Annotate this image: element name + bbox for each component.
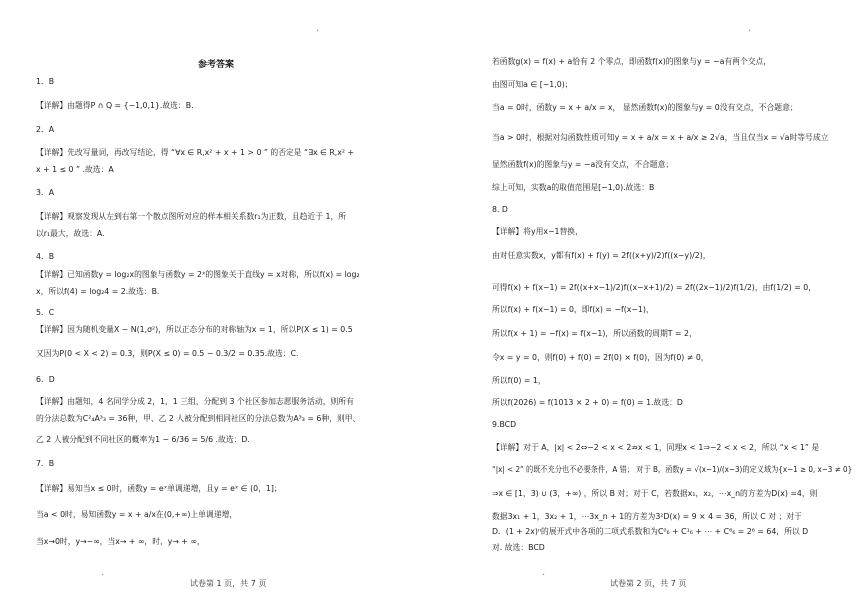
page-footer: 试卷第 2 页，共 7 页 [610, 579, 687, 588]
left-text-line: 当x→0时，y→−∞，当x→ + ∞，时，y→ + ∞， [36, 537, 205, 546]
right-text-line: 【详解】对于 A，|x| < 2⇔−2 < x < 2⇏x < 1，同理x < 1⇒−2 < x < 2，所以 “x < 1” 是 [492, 443, 820, 452]
right-text-line: 所以f(0) = 1， [492, 376, 546, 385]
right-text-line: 【详解】将y用x−1替换， [492, 227, 583, 236]
left-text-line: 【详解】已知函数y = log₂x的图象与函数y = 2ˣ的图象关于直线y = x对称，所以f(x) = log₂ [36, 270, 360, 279]
left-text-line: 乙 2 人被分配到不同社区的概率为1 − 6/36 = 5/6 .故选：D. [36, 435, 250, 444]
left-text-line: 以r₁最大，故选：A. [36, 229, 105, 238]
right-text-line: 显然函数f(x)的图象与y = −a没有交点，不合题意； [492, 160, 674, 169]
right-text-line: 所以f(x) + f(x−1) = 0，即f(x) = −f(x−1)， [492, 305, 654, 314]
left-text-line: 1．B [36, 77, 55, 86]
left-text-line: 又因为P(0 < X < 2) = 0.3，则P(X ≤ 0) = 0.5 − 0.3/2 = 0.35.故选：C. [36, 349, 299, 358]
right-text-line: 当a > 0时，根据对勾函数性质可知y = x + a/x = x + a/x ≥ 2√a，当且仅当x = √a时等号成立 [492, 133, 829, 142]
page-footer: 试卷第 1 页，共 7 页 [190, 579, 267, 588]
left-text-line: 【详解】易知当x ≤ 0时，函数y = eˣ单调递增，且y = eˣ ∈ (0，1]； [36, 484, 282, 493]
left-text-line: 5．C [36, 308, 55, 317]
left-text-line: 【详解】观察发现从左到右第一个散点图所对应的样本相关系数r₁为正数，且趋近于 1，所 [36, 212, 347, 221]
right-text-line: 可得f(x) + f(x−1) = 2f((x+x−1)/2)f((x−x+1)/2) = 2f((2x−1)/2)f(1/2)，由f(1/2) = 0， [492, 283, 817, 292]
right-text-line: 数据3x₁ + 1，3x₂ + 1，⋯3x_n + 1的方差为3²D(x) = 9 × 4 = 36，所以 C 对 ；对于 [492, 512, 802, 521]
left-text-line: 【详解】由题得P ∩ Q = {−1,0,1}.故选：B. [36, 101, 194, 110]
right-text-line: 若函数g(x) = f(x) + a恰有 2 个零点，即函数f(x)的图象与y = −a有两个交点， [492, 57, 772, 66]
right-text-line: 令x = y = 0，则f(0) + f(0) = 2f(0) × f(0)，因为f(0) ≠ 0， [492, 353, 709, 362]
right-text-line: 所以f(x + 1) = −f(x) = f(x−1)，所以函数的周期T = 2， [492, 329, 697, 338]
left-text-line: 6．D [36, 375, 55, 384]
right-text-line: 对. 故选：BCD [492, 543, 545, 552]
left-text-line: x + 1 ≤ 0 ” .故选：A [36, 165, 114, 174]
right-text-line: 所以f(2026) = f(1013 × 2 + 0) = f(0) = 1.故选：D [492, 398, 683, 407]
left-text-line: 4．B [36, 252, 55, 261]
right-text-line: 由图可知a ∈ [−1,0)； [492, 80, 573, 89]
exam-page-2 [430, 0, 860, 608]
left-text-line: 2．A [36, 125, 55, 134]
right-text-line: 综上可知，实数a的取值范围是[−1,0).故选：B [492, 183, 655, 192]
right-text-line: 8. D [492, 205, 508, 214]
page-top-mark: · [316, 26, 320, 37]
footer-mark: · [542, 570, 546, 581]
right-text-line: ⇒x ∈ [1，3) ∪ (3，+∞) ，所以 B 对；对于 C，若数据x₁，x₂，⋯x_n的方差为D(x) =4，则 [492, 489, 818, 498]
footer-mark: · [101, 570, 105, 581]
left-text-line: 的分法总数为C²₄A³₃ = 36种，甲、乙 2 人被分配到相同社区的分法总数为A³₃ = 6种，则甲、 [36, 414, 361, 423]
right-text-line: 9.BCD [492, 420, 517, 429]
left-text-line: 【详解】由题知，4 名同学分成 2，1，1 三组，分配到 3 个社区参加志愿服务活动，则所有 [36, 397, 354, 406]
right-text-line: “|x| < 2” 的既不充分也不必要条件，A 错； 对于 B，函数y = √(x−1)/(x−3)的定义域为{x−1 ≥ 0, x−3 ≠ 0} [492, 465, 853, 474]
page-top-mark: · [748, 26, 752, 37]
left-text-line: 3．A [36, 188, 55, 197]
right-text-line: 当a = 0时，函数y = x + a/x = x， 显然函数f(x)的图象与y = 0没有交点，不合题意； [492, 103, 798, 112]
left-text-line: x，所以f(4) = log₂4 = 2.故选：B. [36, 287, 160, 296]
left-text-line: 7．B [36, 459, 55, 468]
left-text-line: 【详解】先改写量词，再改写结论，得 “∀x ∈ R,x² + x + 1 > 0 ” 的否定是 “∃x ∈ R,x² + [36, 148, 355, 157]
right-text-line: 由对任意实数x，y都有f(x) + f(y) = 2f((x+y)/2)f((x−y)/2)， [492, 251, 711, 260]
right-text-line: D．(1 + 2x)ⁿ的展开式中各项的二项式系数和为C⁰₆ + C¹₆ + ⋯ + C⁶₆ = 2⁶ = 64，所以 D [492, 527, 809, 536]
answer-key-title: 参考答案 [198, 60, 235, 70]
left-text-line: 【详解】因为随机变量X ~ N(1,σ²)，所以正态分布的对称轴为x = 1，所以P(X ≤ 1) = 0.5 [36, 325, 353, 334]
left-text-line: 当a < 0时，易知函数y = x + a/x在(0,+∞)上单调递增， [36, 510, 238, 519]
